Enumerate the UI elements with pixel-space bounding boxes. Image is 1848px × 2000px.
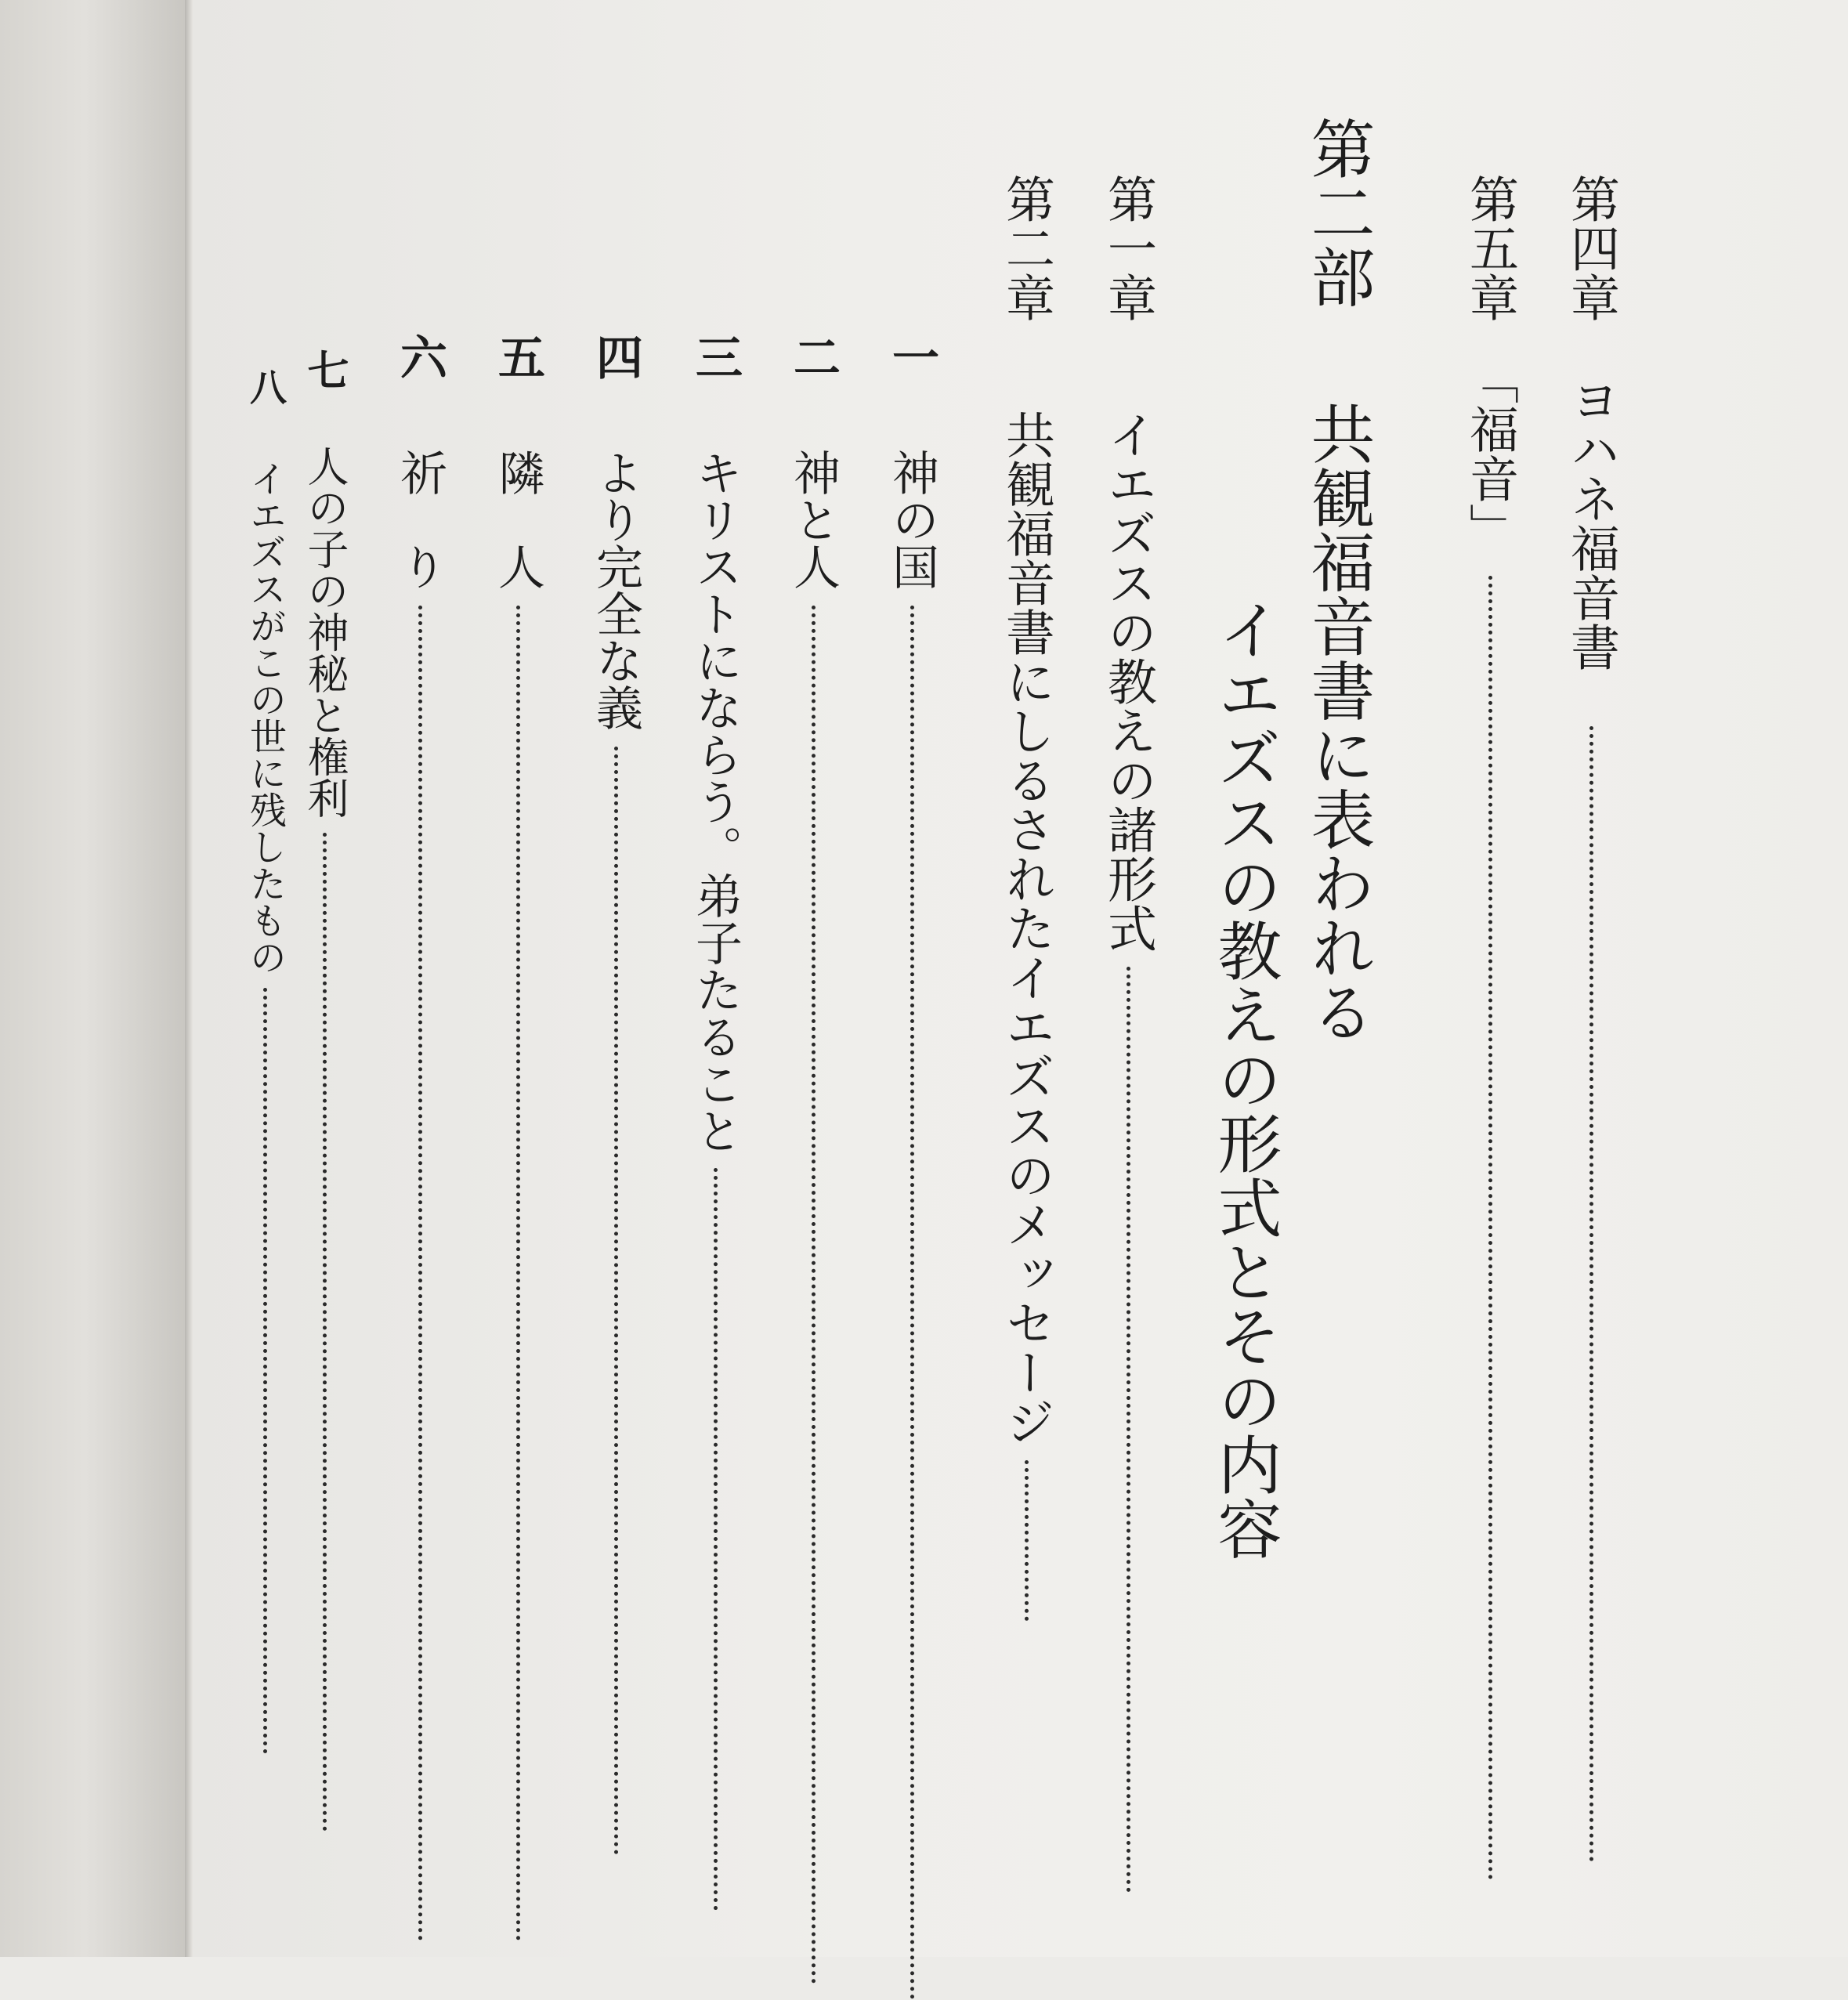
section-number: 三 (688, 333, 743, 380)
section-title: 神と人 (786, 449, 841, 590)
section-title: 人の子の神秘と権利 (301, 445, 349, 819)
toc-section-6[interactable] (392, 333, 447, 1941)
toc-entry-chapter-4[interactable] (1563, 174, 1620, 1862)
section-number: 四 (588, 333, 643, 380)
chapter-title: 共観福音書にしるされたイエズスのメッセージ (998, 410, 1055, 1446)
part-title: 共観福音書に表われる (1300, 401, 1375, 1043)
chapter-label: 第五章 (1462, 174, 1519, 322)
toc-page (193, 0, 1848, 1957)
section-title: 祈 り (392, 449, 447, 590)
section-number: 七 (301, 349, 349, 390)
toc-section-4[interactable] (588, 333, 643, 1855)
leader-dots (1488, 576, 1492, 1880)
leader-dots (516, 606, 520, 1941)
toc-section-8[interactable] (244, 368, 287, 1754)
leader-dots (1127, 967, 1130, 1893)
section-title: より完全な義 (588, 449, 643, 731)
chapter-title: 「福音」 (1462, 355, 1519, 552)
toc-entry-part2-chapter-2[interactable] (998, 174, 1055, 1621)
leader-dots (1025, 1460, 1029, 1621)
toc-section-7[interactable] (301, 349, 349, 1832)
toc-part-2-subtitle (1207, 597, 1282, 1561)
leader-dots (812, 606, 816, 1984)
section-number: 八 (244, 368, 287, 405)
section-title: 神の国 (884, 449, 939, 590)
section-title: 隣 人 (490, 449, 545, 590)
section-title: キリストにならう。弟子たること (688, 449, 743, 1154)
part-subtitle: イエズスの教えの形式とその内容 (1207, 597, 1282, 1561)
toc-section-2[interactable] (786, 333, 841, 1984)
leader-dots (323, 833, 327, 1832)
toc-part-2-title (1300, 116, 1375, 1043)
facing-page-edge (0, 0, 188, 1957)
section-title: イエズスがこの世に残したもの (244, 460, 287, 975)
leader-dots (910, 606, 914, 2000)
leader-dots (1589, 726, 1593, 1862)
toc-section-1[interactable] (884, 333, 939, 2000)
chapter-title: ヨハネ福音書 (1563, 375, 1620, 671)
toc-entry-part2-chapter-1[interactable] (1100, 174, 1157, 1893)
leader-dots (418, 606, 422, 1941)
section-number: 二 (786, 333, 841, 380)
part-label: 第二部 (1300, 116, 1375, 309)
toc-section-3[interactable] (688, 333, 743, 1911)
toc-entry-chapter-5[interactable] (1462, 174, 1519, 1880)
section-number: 一 (884, 333, 939, 380)
chapter-label: 第一章 (1100, 174, 1157, 322)
leader-dots (714, 1168, 718, 1911)
section-number: 五 (490, 333, 545, 380)
section-number: 六 (392, 333, 447, 380)
leader-dots (614, 747, 618, 1855)
leader-dots (263, 988, 267, 1754)
chapter-title: イエズスの教えの諸形式 (1100, 410, 1157, 953)
chapter-label: 第二章 (998, 174, 1055, 322)
page-gutter (185, 0, 193, 1957)
chapter-label: 第四章 (1563, 174, 1620, 322)
toc-section-5[interactable] (490, 333, 545, 1941)
